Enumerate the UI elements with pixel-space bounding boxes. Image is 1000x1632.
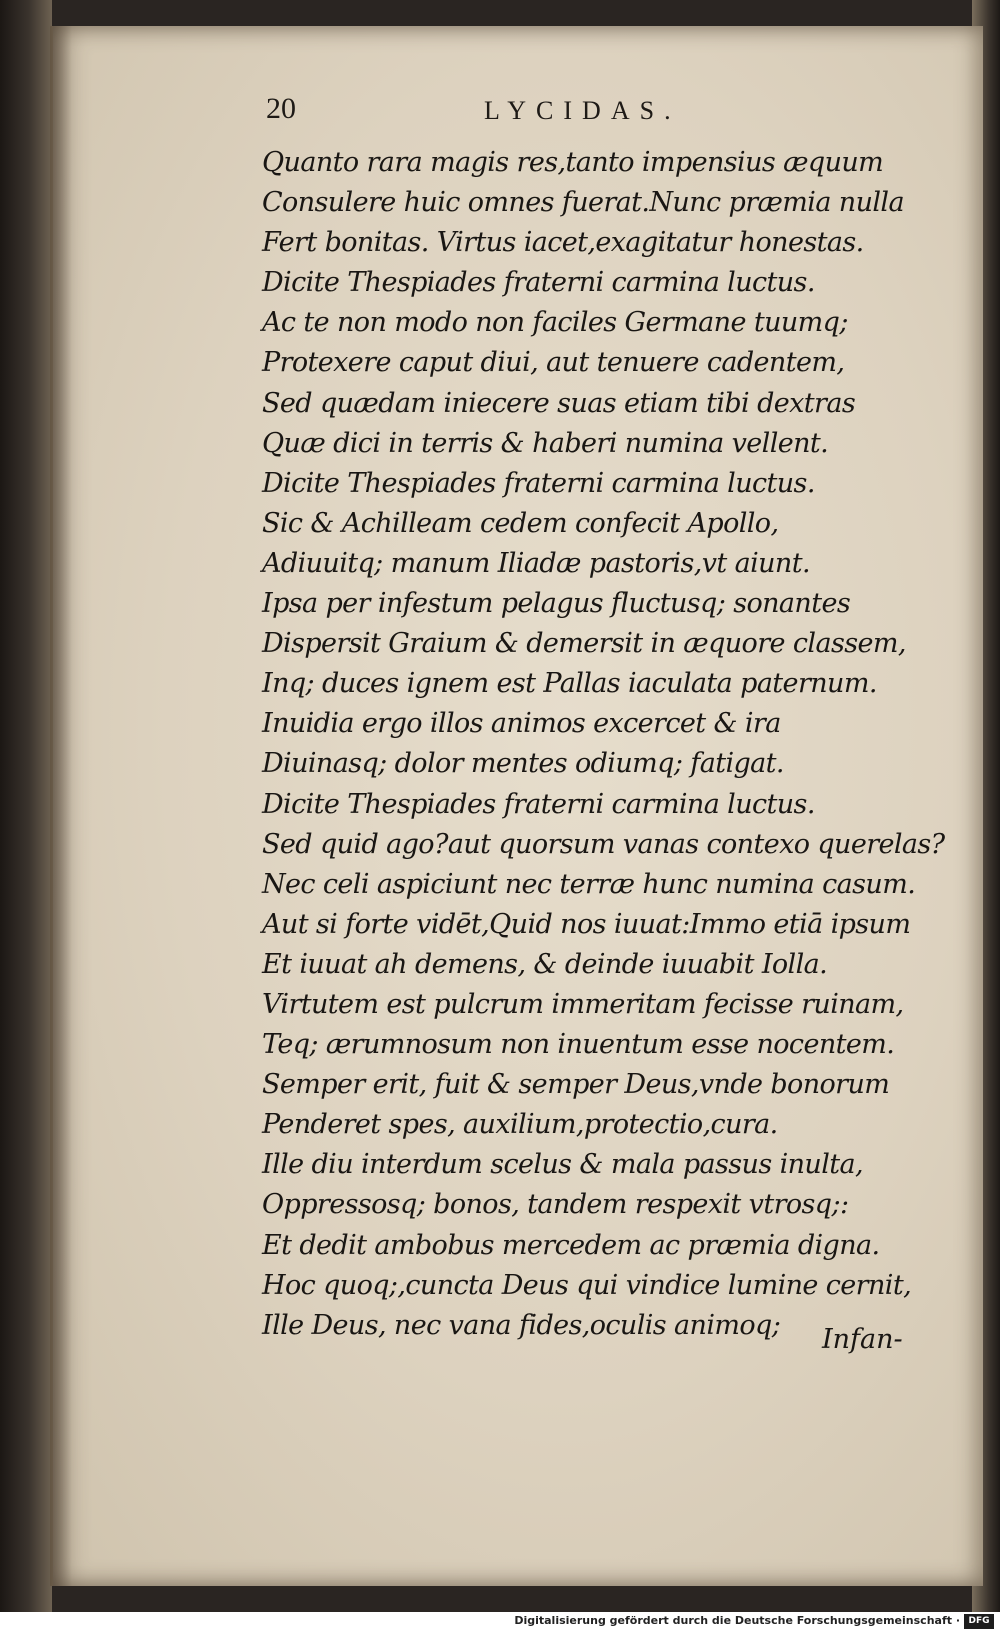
verse-line: Consulere huic omnes fuerat.Nunc præmia nulla <box>262 187 904 219</box>
verse-line: Quanto rara magis res,tanto impensius æquum <box>262 147 884 178</box>
verse-line: Dispersit Graium & demersit in æquore classem, <box>262 628 906 660</box>
book-spine <box>0 0 52 1632</box>
verse-line: Dicite Thespiades fraterni carmina luctus. <box>262 788 815 820</box>
verse-line: Et dedit ambobus mercedem ac præmia digna. <box>262 1229 880 1261</box>
verse-line: Sic & Achilleam cedem confecit Apollo, <box>262 507 779 539</box>
verse-line: Oppressosq; bonos, tandem respexit vtrosq;: <box>262 1189 849 1221</box>
verse-text-block <box>262 143 945 1346</box>
verse-line: Ipsa per infestum pelagus fluctusq; sonantes <box>262 588 851 620</box>
verse-line: Ille Deus, nec vana fides,oculis animoq; <box>262 1309 781 1341</box>
verse-line: Aut si forte vidēt,Quid nos iuuat:Immo etiā ipsum <box>262 908 911 940</box>
verse-line: Hoc quoq;,cuncta Deus qui vindice lumine cernit, <box>262 1269 912 1301</box>
verse-line: Protexere caput diui, aut tenuere cadentem, <box>262 347 845 379</box>
running-title: LYCIDAS. <box>484 96 681 125</box>
catchword: Infan- <box>822 1324 903 1355</box>
gutter-shadow <box>50 26 72 1586</box>
page-number: 20 <box>266 92 296 125</box>
verse-line: Virtutem est pulcrum immeritam fecisse ruinam, <box>262 988 904 1020</box>
verse-line: Nec celi aspiciunt nec terræ hunc numina casum. <box>262 868 916 900</box>
verse-line: Dicite Thespiades fraterni carmina luctus. <box>262 467 815 499</box>
dfg-logo-icon: DFG <box>964 1614 994 1629</box>
verse-line: Dicite Thespiades fraterni carmina luctus. <box>262 267 815 299</box>
verse-line: Sed quædam iniecere suas etiam tibi dextras <box>262 387 856 419</box>
verse-line: Adiuuitq; manum Iliadæ pastoris,vt aiunt. <box>262 547 810 579</box>
attribution-bar <box>0 1612 1000 1632</box>
funding-attribution: Digitalisierung gefördert durch die Deutsche Forschungsgemeinschaft · <box>514 1614 960 1627</box>
verse-line: Sed quid ago?aut quorsum vanas contexo querelas? <box>262 828 945 860</box>
verse-line: Inq; duces ignem est Pallas iaculata paternum. <box>262 668 877 700</box>
verse-line: Ac te non modo non faciles Germane tuumq; <box>262 307 848 339</box>
running-head <box>266 92 696 132</box>
verse-line: Et iuuat ah demens, & deinde iuuabit Iolla. <box>262 948 828 980</box>
verse-line: Diuinasq; dolor mentes odiumq; fatigat. <box>262 748 784 780</box>
verse-line: Inuidia ergo illos animos excercet & ira <box>262 708 781 740</box>
verse-line: Fert bonitas. Virtus iacet,exagitatur honestas. <box>262 227 864 259</box>
verse-line: Semper erit, fuit & semper Deus,vnde bonorum <box>262 1069 890 1101</box>
verse-line: Penderet spes, auxilium,protectio,cura. <box>262 1109 778 1141</box>
verse-line: Ille diu interdum scelus & mala passus inulta, <box>262 1149 863 1181</box>
verse-line: Teq; ærumnosum non inuentum esse nocentem. <box>262 1029 895 1061</box>
verse-line: Quæ dici in terris & haberi numina vellent. <box>262 427 829 459</box>
